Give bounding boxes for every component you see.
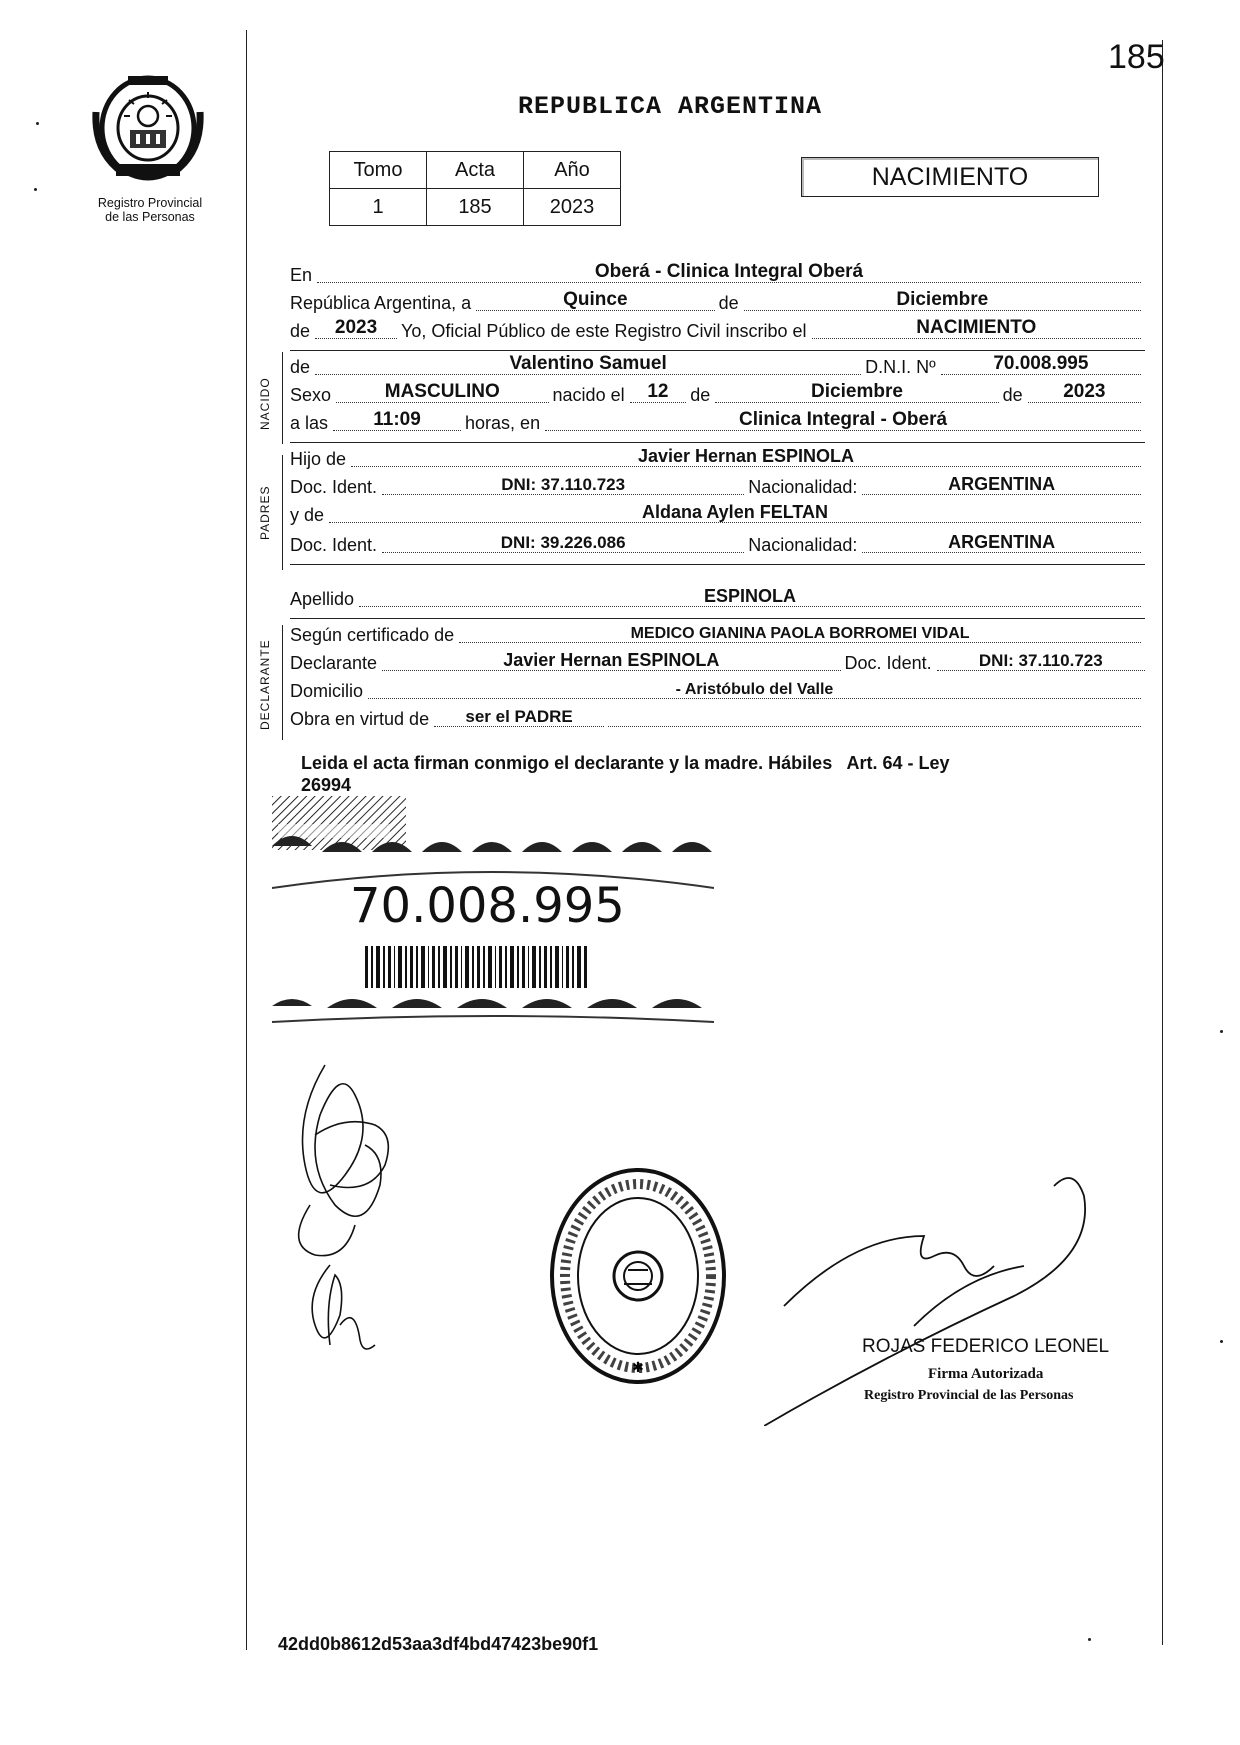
child-dni-field <box>941 354 1141 375</box>
table-header-anio: Año <box>524 152 621 189</box>
scan-speck <box>36 122 39 125</box>
birth-place-value: Clinica Integral - Oberá <box>739 409 948 430</box>
father-nationality-field <box>862 474 1141 495</box>
nacido-section-bar <box>282 352 283 444</box>
surname-row <box>290 586 1145 610</box>
domicile-value: - Aristóbulo del Valle <box>675 681 834 698</box>
left-margin-line <box>246 30 247 1650</box>
hijo-de-label: Hijo de <box>290 449 347 469</box>
sexo-label: Sexo <box>290 385 332 405</box>
mother-doc-row <box>290 532 1145 556</box>
section-divider <box>290 350 1145 351</box>
legal-note-line-2: 26994 <box>301 775 352 795</box>
domicilio-label: Domicilio <box>290 681 364 701</box>
section-divider <box>290 442 1145 443</box>
record-kind-field <box>812 318 1141 339</box>
document-title: REPUBLICA ARGENTINA <box>518 92 823 121</box>
mother-nationality-value: ARGENTINA <box>948 532 1056 552</box>
declarant-doc-value: DNI: 37.110.723 <box>978 651 1103 670</box>
inscription-row <box>290 318 1145 342</box>
section-divider <box>290 564 1145 565</box>
father-doc-field <box>382 474 744 495</box>
capacity-value: ser el PADRE <box>465 707 573 726</box>
handwritten-signatures <box>285 1055 415 1385</box>
year-field <box>315 318 397 339</box>
officer-organization: Registro Provincial de las Personas <box>864 1388 1074 1403</box>
obra-label: Obra en virtud de <box>290 709 430 729</box>
certificate-value: MEDICO GIANINA PAOLA BORROMEI VIDAL <box>630 625 970 642</box>
child-name-field <box>315 354 861 375</box>
table-header-tomo: Tomo <box>330 152 427 189</box>
birth-year-field <box>1028 382 1141 403</box>
page-number: 185 <box>1108 38 1165 76</box>
father-doc-value: DNI: 37.110.723 <box>501 475 626 494</box>
oficial-text: Yo, Oficial Público de este Registro Civil inscribo el <box>401 321 807 341</box>
birth-year-value: 2023 <box>1063 381 1106 402</box>
svg-text:✱: ✱ <box>632 1360 644 1376</box>
father-doc-row <box>290 474 1145 498</box>
en-label: En <box>290 265 313 285</box>
declarante-section-label: DECLARANTE <box>258 639 272 730</box>
place-field <box>317 262 1141 283</box>
legal-note-line-1: Leida el acta firman conmigo el declarante y la madre. Hábiles Art. 64 - Ley <box>301 753 950 773</box>
dni-label-number: 70.008.995 <box>350 878 625 934</box>
capacity-field-rest <box>608 706 1141 727</box>
surname-value: ESPINOLA <box>704 586 797 606</box>
y-de-label: y de <box>290 505 325 525</box>
nacionalidad-label: Nacionalidad: <box>748 477 858 497</box>
mother-nationality-field <box>862 532 1141 553</box>
capacity-row <box>290 706 1145 730</box>
declarant-doc-field <box>937 650 1145 671</box>
de-label-3: de <box>1002 385 1023 405</box>
apellido-label: Apellido <box>290 589 355 609</box>
right-margin-line <box>1162 40 1163 1645</box>
mother-doc-field <box>382 532 744 553</box>
de-label-nacido: de <box>290 357 311 377</box>
republica-label: República Argentina, a <box>290 293 472 313</box>
domicile-field <box>368 678 1141 699</box>
day-field <box>476 290 714 311</box>
mother-row <box>290 502 1145 526</box>
scan-speck <box>1220 1340 1223 1343</box>
mother-name-value: Aldana Aylen FELTAN <box>642 502 829 522</box>
barcode-icon <box>365 946 589 988</box>
day-value: Quince <box>563 289 628 310</box>
section-divider <box>290 618 1145 619</box>
birth-time-value: 11:09 <box>373 409 421 430</box>
father-name-field <box>351 446 1141 467</box>
month-field <box>744 290 1141 311</box>
child-name-value: Valentino Samuel <box>509 353 667 374</box>
month-value: Diciembre <box>896 289 989 310</box>
record-kind-value: NACIMIENTO <box>916 317 1037 338</box>
officer-title: Firma Autorizada <box>928 1366 1044 1382</box>
nacido-el-label: nacido el <box>552 385 625 405</box>
authorized-signature <box>764 1156 1114 1426</box>
certificate-field <box>459 622 1141 643</box>
record-type-box: NACIMIENTO <box>801 157 1099 197</box>
table-value-acta: 185 <box>427 189 524 226</box>
nacionalidad-label: Nacionalidad: <box>748 535 858 555</box>
table-value-tomo: 1 <box>330 189 427 226</box>
declarant-name-value: Javier Hernan ESPINOLA <box>503 650 720 670</box>
year-value: 2023 <box>334 317 378 338</box>
registry-caption-line-2: de las Personas <box>105 210 195 224</box>
mother-name-field <box>329 502 1141 523</box>
table-header-acta: Acta <box>427 152 524 189</box>
officer-name: ROJAS FEDERICO LEONEL <box>862 1336 1110 1357</box>
padres-section-label: PADRES <box>258 485 272 540</box>
child-name-row <box>290 354 1145 378</box>
sex-value: MASCULINO <box>384 381 500 402</box>
birth-time-field <box>333 410 461 431</box>
place-row <box>290 262 1145 286</box>
table-value-anio: 2023 <box>524 189 621 226</box>
certificate-row <box>290 622 1145 646</box>
domicile-row <box>290 678 1145 702</box>
birth-day-field <box>630 382 687 403</box>
padres-section-bar <box>282 455 283 570</box>
father-row <box>290 446 1145 470</box>
scan-speck <box>34 188 37 191</box>
horas-en-label: horas, en <box>465 413 541 433</box>
birth-month-value: Diciembre <box>811 381 903 402</box>
mother-doc-value: DNI: 39.226.086 <box>500 533 626 552</box>
capacity-field <box>434 706 604 727</box>
registry-caption <box>80 196 220 224</box>
birth-place-field <box>545 410 1141 431</box>
declarant-doc-label: Doc. Ident. <box>844 653 932 673</box>
de-label-2: de <box>690 385 711 405</box>
declarante-label: Declarante <box>290 653 378 673</box>
dni-label: D.N.I. Nº <box>865 357 936 377</box>
sex-field <box>336 382 549 403</box>
surname-field <box>359 586 1141 607</box>
date-row <box>290 290 1145 314</box>
legal-note <box>301 752 1151 796</box>
de2-label: de <box>290 321 311 341</box>
document-hash: 42dd0b8612d53aa3df4bd47423be90f1 <box>278 1634 599 1654</box>
provincia-misiones-emblem-icon <box>92 72 204 184</box>
declarant-name-field <box>382 650 841 671</box>
doc-ident-label: Doc. Ident. <box>290 477 378 497</box>
scan-speck <box>1220 1030 1223 1033</box>
registry-seal-stamp <box>548 1166 728 1386</box>
declarant-row <box>290 650 1145 674</box>
father-name-value: Javier Hernan ESPINOLA <box>637 446 855 466</box>
sex-birthdate-row <box>290 382 1145 406</box>
birth-time-row <box>290 410 1145 434</box>
birth-month-field <box>715 382 998 403</box>
a-las-label: a las <box>290 413 329 433</box>
place-value: Oberá - Clinica Integral Oberá <box>594 261 864 282</box>
record-reference-table <box>329 151 621 226</box>
scan-speck <box>1088 1638 1091 1641</box>
father-nationality-value: ARGENTINA <box>948 474 1056 494</box>
registry-caption-line-1: Registro Provincial <box>97 196 203 210</box>
child-dni-value: 70.008.995 <box>993 353 1089 374</box>
certificado-label: Según certificado de <box>290 625 455 645</box>
declarante-section-bar <box>282 625 283 740</box>
birth-day-value: 12 <box>647 381 669 402</box>
nacido-section-label: NACIDO <box>258 377 272 430</box>
de-label: de <box>718 293 739 313</box>
doc-ident-label: Doc. Ident. <box>290 535 378 555</box>
